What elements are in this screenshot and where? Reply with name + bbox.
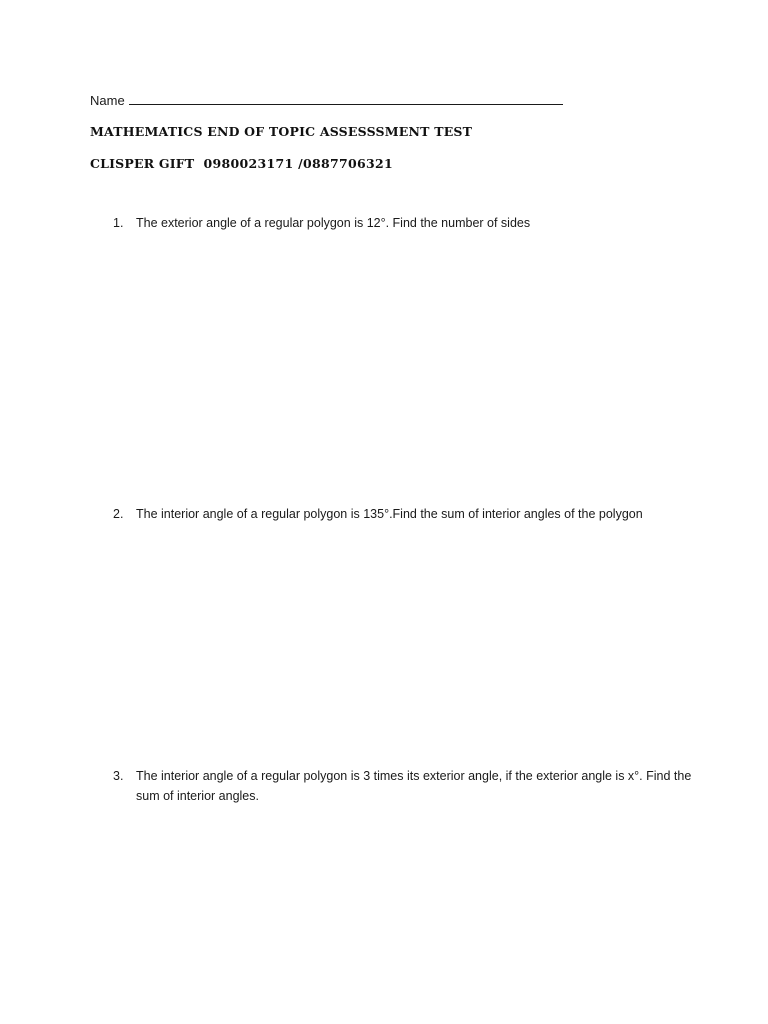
question-number: 1. xyxy=(113,216,124,230)
name-blank-line[interactable] xyxy=(129,92,563,105)
question-2 xyxy=(113,504,693,524)
question-text: The interior angle of a regular polygon is 135°.Find the sum of interior angles of the polygon xyxy=(136,507,643,521)
question-number: 2. xyxy=(113,507,124,521)
author-line xyxy=(90,156,393,171)
name-label: Name xyxy=(90,93,125,108)
name-field-row xyxy=(90,92,563,108)
test-title: MATHEMATICS END OF TOPIC ASSESSSMENT TEST xyxy=(90,124,473,139)
question-3 xyxy=(113,766,693,806)
question-number: 3. xyxy=(113,769,124,783)
author-phone-numbers: 0980023171 /0887706321 xyxy=(203,156,393,171)
question-text: The interior angle of a regular polygon is 3 times its exterior angle, if the exterior angle is x°. Find the sum of interior angles. xyxy=(136,769,692,803)
question-1 xyxy=(113,213,693,233)
author-name: CLISPER GIFT xyxy=(90,156,195,171)
question-text: The exterior angle of a regular polygon is 12°. Find the number of sides xyxy=(136,216,531,230)
